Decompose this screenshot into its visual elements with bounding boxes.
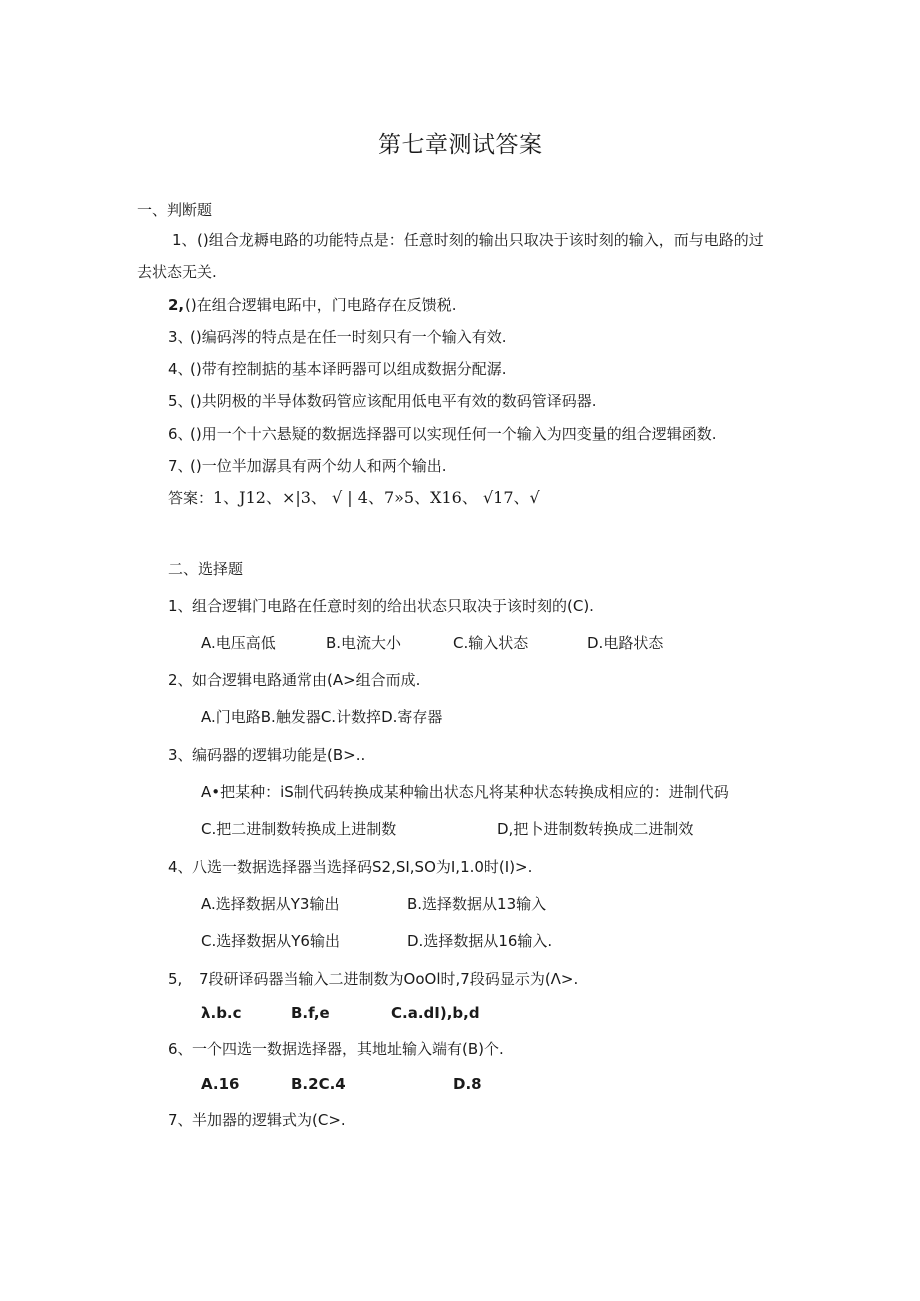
s2-q5-option-c: C.a.dI),b,d — [391, 1004, 480, 1022]
s1-q7-text: ()一位半加潺具有两个幼人和两个输出. — [190, 457, 447, 475]
s2-q4-text: 八选一数据选择器当选择码S2,SI,SO为I,1.0时(I)>. — [192, 858, 533, 876]
s2-q5-option-a: λ.b.c — [201, 1004, 242, 1022]
s1-q2-text: ()在组合逻辑电跖中，门电路存在反馈税. — [185, 296, 457, 314]
s2-q7-number: 7、 — [168, 1111, 193, 1129]
s2-q5-option-b: B.f,e — [291, 1004, 330, 1022]
section2-heading: 二、选择题 — [168, 560, 244, 578]
s2-q2-text: 如合逻辑电路通常由(A>组合而成. — [192, 671, 421, 689]
s1-q4-number: 4、 — [168, 360, 193, 378]
s1-q1-text: ()组合龙耨电路的功能特点是：任意时刻的输出只取决于该时刻的输入，而与电路的过 — [197, 231, 764, 249]
s2-q2-options: A.门电路B.触发器C.计数捽D.寄存器 — [201, 708, 443, 726]
s2-q2-number: 2、 — [168, 671, 193, 689]
s2-q1-option-b: B.电流大小 — [326, 634, 402, 652]
s2-q4-option-b: B.选择数据从13输入 — [407, 895, 547, 913]
s2-q7-text: 半加器的逻辑式为(C>. — [192, 1111, 346, 1129]
s2-q4-option-a: A.选择数据从Y3输出 — [201, 895, 340, 913]
s2-q5-number: 5, — [168, 970, 183, 988]
s2-q1-option-c: C.输入状态 — [453, 634, 529, 652]
s2-q6-option-a: A.16 — [201, 1075, 240, 1093]
s1-q3-number: 3、 — [168, 328, 193, 346]
s2-q1-number: 1、 — [168, 597, 193, 615]
s2-q6-number: 6、 — [168, 1040, 193, 1058]
s1-q4-text: ()带有控制掂的基本译眄器可以组成数据分配潺. — [190, 360, 507, 378]
s1-answer-text: 1、J12、×|3、 √ | 4、7»5、X16、 √17、√ — [213, 488, 540, 507]
s2-q1-option-d: D.电路状态 — [587, 634, 664, 652]
s2-q4-option-d: D.选择数据从16输入. — [407, 932, 553, 950]
page-title: 第七章测试答案 — [378, 132, 543, 158]
s1-q5-number: 5、 — [168, 392, 193, 410]
s1-q1-number: 1、 — [172, 231, 197, 249]
s2-q3-option-d: D,把卜进制数转换成二进制效 — [497, 820, 694, 838]
s2-q1-option-a: A.电压高低 — [201, 634, 276, 652]
s2-q6-option-b: B.2C.4 — [291, 1075, 346, 1093]
s2-q4-number: 4、 — [168, 858, 193, 876]
s1-q3-text: ()编码涔的特点是在任一时刻只有一个输入有效. — [190, 328, 507, 346]
s2-q1-text: 组合逻辑门电路在任意时刻的给出状态只取决于该时刻的(C). — [192, 597, 594, 615]
s2-q4-option-c: C.选择数据从Y6输出 — [201, 932, 340, 950]
section1-heading: 一、判断题 — [137, 201, 213, 219]
s1-q6-number: 6、 — [168, 425, 193, 443]
s1-q2-number: 2, — [168, 296, 185, 314]
s2-q3-number: 3、 — [168, 746, 193, 764]
s1-q6-text: ()用一个十六悬疑的数据选择器可以实现任何一个输入为四变量的组合逻辑函数. — [190, 425, 717, 443]
s1-q5-text: ()共阴极的半导体数码管应该配用低电平有效的数码管译码器. — [190, 392, 597, 410]
s2-q3-option-c: C.把二进制数转换成上进制数 — [201, 820, 397, 838]
s2-q6-text: 一个四选一数据选择器，其地址输入端有(B)个. — [192, 1040, 504, 1058]
s1-answer-label: 答案： — [168, 489, 214, 507]
s2-q6-option-d: D.8 — [453, 1075, 482, 1093]
s1-q7-number: 7、 — [168, 457, 193, 475]
s2-q3-option-a: A•把某种：iS制代码转换成某种输出状态凡将某种状态转换成相应的：进制代码 — [201, 783, 729, 801]
s1-q1-continuation: 去状态无关. — [137, 263, 217, 281]
s2-q3-text: 编码器的逻辑功能是(B>.. — [192, 746, 366, 764]
s2-q5-text: 7段研译码器当输入二进制数为OoOl时,7段码显示为(Λ>. — [199, 970, 579, 988]
